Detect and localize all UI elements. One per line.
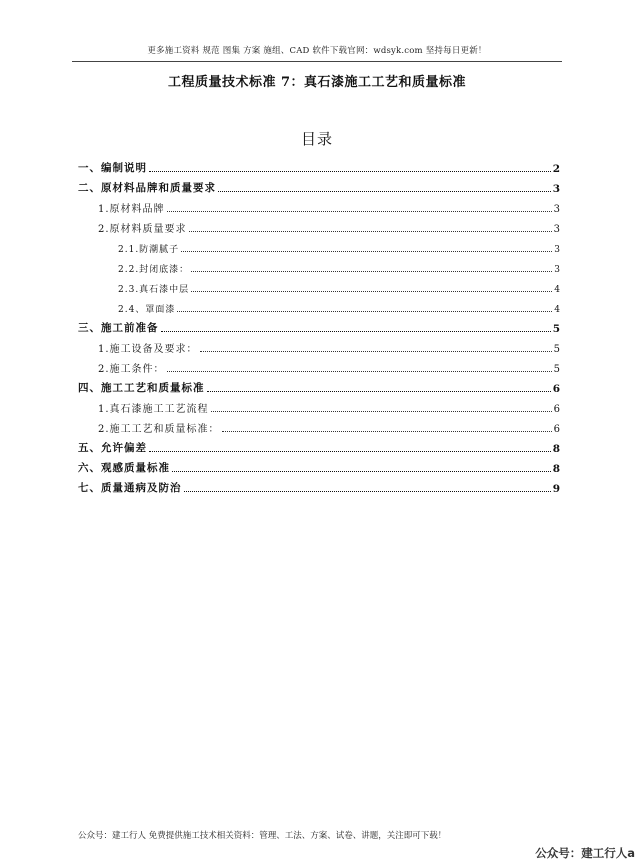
toc-entry-label: 一、编制说明 (78, 162, 147, 174)
toc-entry-page: 5 (553, 364, 560, 375)
toc-entry-label: 二、原材料品牌和质量要求 (78, 182, 216, 194)
toc-leader-dots (191, 291, 552, 292)
toc-entry-label: 七、质量通病及防治 (78, 482, 182, 494)
toc-entry-1[interactable] (78, 155, 560, 175)
toc-leader-dots (189, 231, 552, 232)
toc-entry-2-2-1[interactable] (78, 235, 560, 255)
toc-entry-label: 五、允许偏差 (78, 442, 147, 454)
toc-entry-page: 3 (554, 265, 560, 275)
toc-entry-page: 6 (553, 404, 560, 415)
toc-entry-page: 4 (554, 285, 560, 295)
toc-entry-7[interactable] (78, 475, 560, 495)
toc-entry-2-2-2[interactable] (78, 255, 560, 275)
toc-entry-4-2[interactable] (78, 415, 560, 435)
toc-entry-label: 2.原材料质量要求 (98, 224, 187, 235)
toc-leader-dots (211, 411, 552, 412)
toc-entry-page: 8 (552, 443, 560, 455)
toc-leader-dots (222, 431, 552, 432)
toc-entry-page: 2 (552, 163, 560, 175)
toc-leader-dots (149, 451, 551, 452)
page-header: 更多施工资料 规范 图集 方案 施组、CAD 软件下载官网：wdsyk.com 坚持每日更新！ (147, 46, 487, 56)
toc-entry-6[interactable] (78, 455, 560, 475)
toc-leader-dots (177, 311, 552, 312)
toc-entry-label: 六、观感质量标准 (78, 462, 170, 474)
toc-entry-page: 3 (554, 245, 560, 255)
toc-entry-page: 5 (552, 323, 560, 335)
toc-entry-page: 3 (553, 204, 560, 215)
toc-leader-dots (200, 351, 552, 352)
toc-leader-dots (218, 191, 551, 192)
toc-leader-dots (172, 471, 551, 472)
toc-entry-label: 1.施工设备及要求： (98, 344, 198, 355)
toc-entry-5[interactable] (78, 435, 560, 455)
document-title: 工程质量技术标准 7：真石漆施工工艺和质量标准 (167, 75, 467, 90)
toc-entry-2[interactable] (78, 175, 560, 195)
toc-entry-page: 9 (552, 483, 560, 495)
toc-leader-dots (149, 171, 551, 172)
toc-entry-2-2-3[interactable] (78, 275, 560, 295)
watermark: 公众号：建工行人a (535, 846, 635, 860)
toc-entry-label: 2.施工工艺和质量标准： (98, 424, 220, 435)
footer-note: 公众号：建工行人 免费提供施工技术相关资料：管理、工法、方案、试卷、讲题，关注即可下载！ (78, 831, 447, 841)
toc-entry-page: 4 (554, 305, 560, 315)
toc-leader-dots (207, 391, 551, 392)
toc-leader-dots (161, 331, 551, 332)
toc-entry-label: 1.真石漆施工工艺流程 (98, 404, 209, 415)
toc-leader-dots (167, 211, 552, 212)
toc-leader-dots (167, 371, 552, 372)
toc-entry-label: 1.原材料品牌 (98, 204, 165, 215)
toc-entry-page: 6 (553, 424, 560, 435)
toc-entry-page: 6 (552, 383, 560, 395)
toc-entry-label: 2.施工条件： (98, 364, 165, 375)
toc-entry-page: 3 (552, 183, 560, 195)
toc-heading: 目录 (300, 130, 333, 148)
toc-entry-4[interactable] (78, 375, 560, 395)
toc-entry-label: 2.3.真石漆中层 (118, 285, 190, 295)
toc-entry-label: 四、施工工艺和质量标准 (78, 382, 205, 394)
toc-entry-2-2-4[interactable] (78, 295, 560, 315)
toc-leader-dots (191, 271, 552, 272)
header-rule (72, 61, 562, 62)
toc-entry-label: 2.2.封闭底漆： (118, 265, 190, 275)
toc-entry-3-1[interactable] (78, 335, 560, 355)
toc-entry-label: 三、施工前准备 (78, 322, 159, 334)
toc-leader-dots (181, 251, 552, 252)
toc-entry-page: 5 (553, 344, 560, 355)
toc-entry-3[interactable] (78, 315, 560, 335)
toc-entry-4-1[interactable] (78, 395, 560, 415)
toc-leader-dots (184, 491, 551, 492)
toc-entry-page: 3 (553, 224, 560, 235)
toc-entry-label: 2.1.防潮腻子 (118, 245, 180, 255)
toc-entry-2-1[interactable] (78, 195, 560, 215)
toc-entry-2-2[interactable] (78, 215, 560, 235)
toc-entry-page: 8 (552, 463, 560, 475)
toc-entry-label: 2.4、罩面漆 (118, 305, 176, 315)
toc-entry-3-2[interactable] (78, 355, 560, 375)
table-of-contents (78, 155, 560, 495)
